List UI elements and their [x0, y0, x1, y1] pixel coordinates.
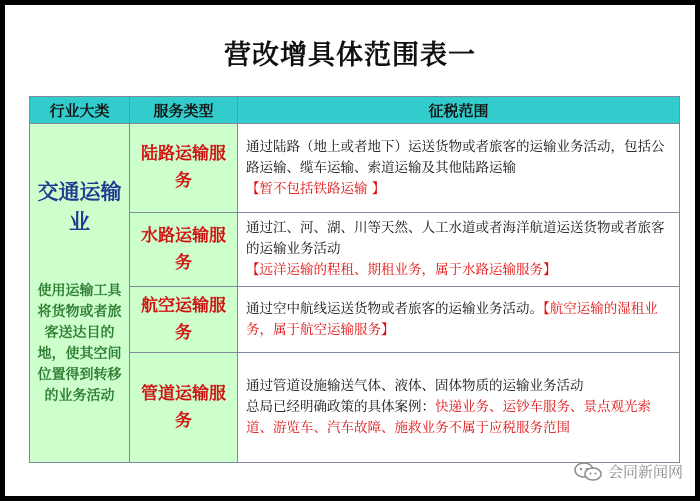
header-industry: 行业大类 [30, 97, 130, 124]
scope-table [29, 96, 680, 463]
table-header-row [30, 97, 680, 124]
watermark-text: 会同新闻网 [607, 463, 683, 481]
page-title: 营改增具体范围表一 [224, 40, 476, 71]
industry-cell [30, 124, 130, 463]
scope-note: 快递业务、运钞车服务、景点观光索道、游览车、汽车故障、施救业务不属于应税服务范围 [246, 399, 651, 436]
table-row [30, 124, 680, 213]
scope-text-cases: 总局已经明确政策的具体案例： [246, 399, 435, 415]
scope-note: 【暂不包括铁路运输 】 [246, 180, 386, 197]
industry-name: 交通运输业 [37, 180, 122, 234]
industry-description: 使用运输工具将货物或者旅客送达目的地，使其空间位置得到转移的业务活动 [37, 283, 122, 404]
tax-scope [238, 213, 680, 287]
wechat-icon [574, 462, 602, 482]
tax-scope [238, 287, 680, 353]
watermark [574, 461, 683, 482]
scope-text: 通过江、河、湖、川等天然、人工水道或者海洋航道运送货物或者旅客的运输业务活动 [246, 220, 665, 257]
header-service-type: 服务类型 [130, 97, 238, 124]
header-tax-scope: 征税范围 [238, 97, 680, 124]
tax-scope [238, 353, 680, 463]
scope-text: 通过空中航线运送货物或者旅客的运输业务活动。 [246, 300, 543, 317]
scope-note: 【远洋运输的程租、期租业务，属于水路运输服务】 [246, 262, 557, 278]
slide [5, 5, 695, 496]
service-type: 航空运输服务 [130, 287, 238, 353]
service-type: 水路运输服务 [130, 213, 238, 287]
scope-text: 通过陆路（地上或者地下）运送货物或者旅客的运输业务活动，包括公路运输、缆车运输、索道运输及其他陆路运输 [246, 138, 665, 176]
scope-text: 通过管道设施输送气体、液体、固体物质的运输业务活动 [246, 378, 584, 394]
service-type: 管道运输服务 [130, 353, 238, 463]
tax-scope [238, 124, 680, 213]
service-type: 陆路运输服务 [130, 124, 238, 213]
scope-note: 【航空运输的湿租业务，属于航空运输服务】 [246, 300, 658, 338]
